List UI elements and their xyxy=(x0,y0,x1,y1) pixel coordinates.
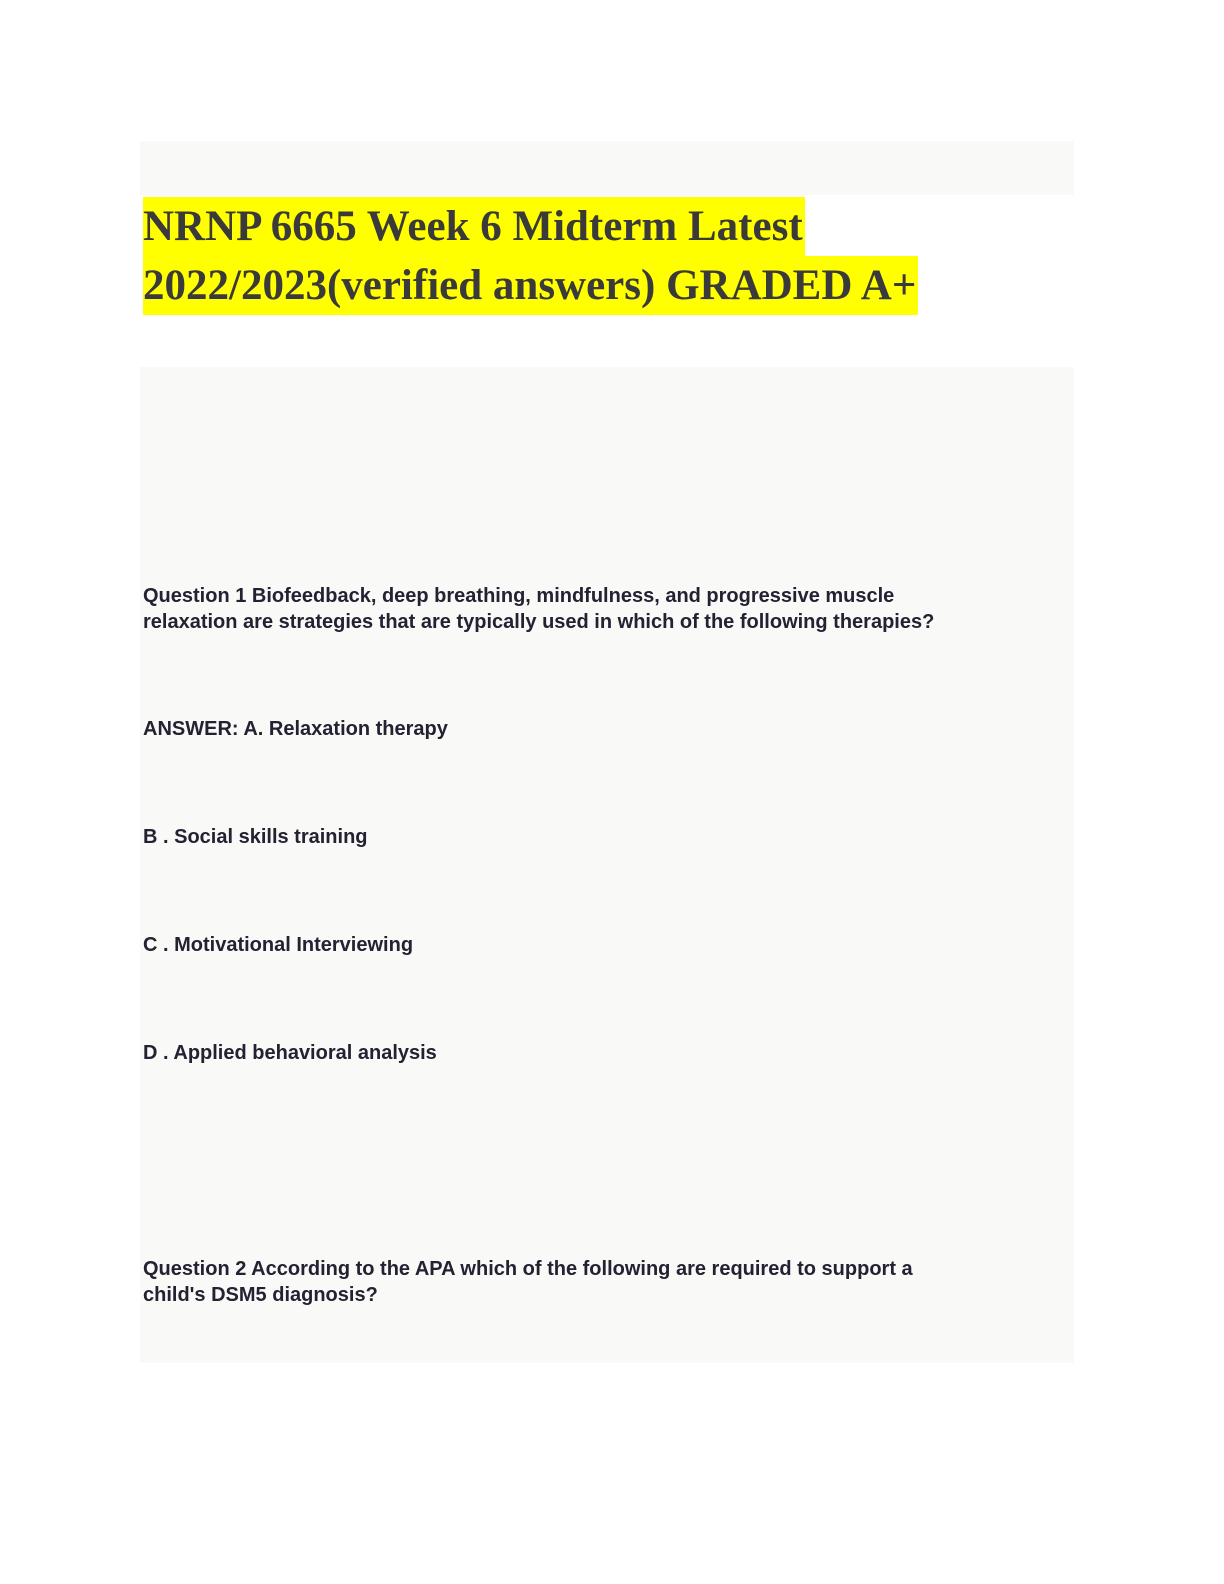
content-shaded-band xyxy=(140,367,1074,1363)
answer-option-d: D . Applied behavioral analysis xyxy=(143,1042,437,1064)
question-2-text xyxy=(143,1256,1063,1308)
answer-option-b: B . Social skills training xyxy=(143,826,368,848)
question-2-line-1: Question 2 According to the APA which of the following are required to support a xyxy=(143,1258,913,1280)
answer-option-a: ANSWER: A. Relaxation therapy xyxy=(143,718,448,740)
question-2-line-2: child's DSM5 diagnosis? xyxy=(143,1284,378,1306)
title-line-1: NRNP 6665 Week 6 Midterm Latest xyxy=(143,197,805,256)
question-1-line-1: Question 1 Biofeedback, deep breathing, mindfulness, and progressive muscle xyxy=(143,585,895,607)
title-line-2: 2022/2023(verified answers) GRADED A+ xyxy=(143,256,918,315)
top-shaded-band xyxy=(140,141,1074,195)
question-1-line-2: relaxation are strategies that are typically used in which of the following therapies? xyxy=(143,611,935,633)
question-1-text xyxy=(143,583,1063,635)
answer-option-c: C . Motivational Interviewing xyxy=(143,934,414,956)
document-title xyxy=(143,197,918,315)
